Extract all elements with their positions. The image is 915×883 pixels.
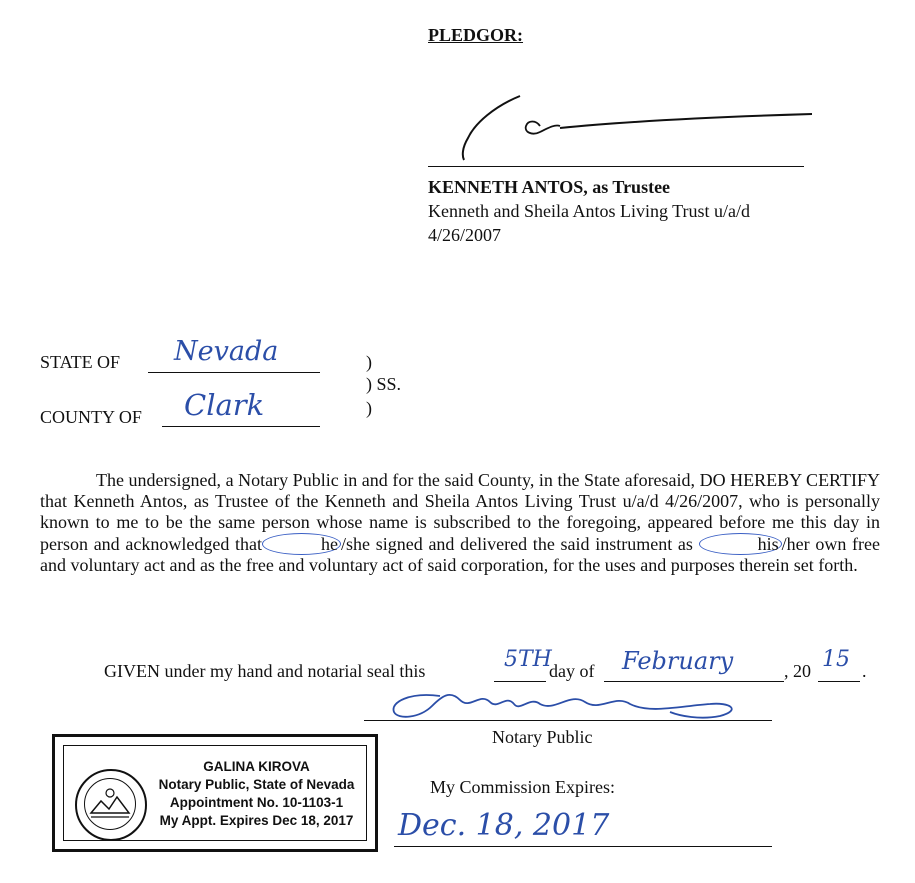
- given-month-value: February: [622, 647, 734, 675]
- stamp-name: GALINA KIROVA: [203, 759, 310, 774]
- venue-paren-3: ): [366, 398, 372, 418]
- given-text-1: GIVEN under my hand and notarial seal this: [104, 661, 426, 681]
- given-text-4: .: [862, 661, 867, 681]
- given-text-3: , 20: [784, 661, 811, 681]
- commission-field: [394, 806, 772, 847]
- commission-value: Dec. 18, 2017: [398, 808, 610, 843]
- county-field: [162, 390, 320, 427]
- given-year-field: [818, 645, 860, 682]
- circled-his: his: [699, 533, 782, 555]
- acknowledgment-text-2: /she signed and delivered the said instrument as: [341, 534, 693, 554]
- pledgor-signer-name: KENNETH ANTOS, as Trustee: [428, 177, 671, 197]
- venue-ss: ) SS.: [366, 374, 402, 394]
- notary-label: Notary Public: [492, 727, 593, 747]
- seal-emblem-icon: [85, 779, 135, 829]
- given-text-2: day of: [549, 661, 595, 681]
- stamp-expiration: My Appt. Expires Dec 18, 2017: [159, 813, 354, 828]
- state-label: STATE OF: [40, 352, 121, 372]
- acknowledgment-text-1: The undersigned, a Notary Public in and for the said County, in the State aforesaid, DO HEREBY CERTIFY that Kenneth Antos, as Trustee of the Kenneth and Sheila Antos Living Trust u/a/d 4/26/2007, who is personally known to me to be the same person whose name is subscribed to the foregoing, appeared before me this day in person and acknowledged that: [40, 470, 880, 554]
- county-label: COUNTY OF: [40, 407, 142, 427]
- pledgor-signature: [440, 88, 820, 168]
- pledgor-trust-line-1: Kenneth and Sheila Antos Living Trust u/a/d: [428, 201, 750, 221]
- given-day-field: [494, 645, 552, 682]
- notary-signature-line: [364, 720, 772, 721]
- given-day-value: 5TH: [504, 647, 552, 672]
- state-seal-icon: [75, 769, 147, 841]
- acknowledgment-paragraph: [40, 470, 880, 576]
- acknowledgment-text-3: /her own free and voluntary act and as the free and voluntary act of said corporation, for the uses and purposes therein set forth.: [40, 534, 881, 575]
- stamp-appointment: Appointment No. 10-1103-1: [169, 795, 344, 810]
- given-year-value: 15: [822, 647, 850, 672]
- pledgor-signature-line: [428, 166, 804, 167]
- pledgor-heading: PLEDGOR:: [428, 25, 524, 45]
- notary-stamp: [52, 734, 378, 852]
- venue-paren-1: ): [366, 352, 372, 372]
- stamp-title: Notary Public, State of Nevada: [158, 777, 355, 792]
- county-value: Clark: [184, 388, 265, 422]
- state-field: [148, 336, 320, 373]
- pledgor-trust-line-2: 4/26/2007: [428, 225, 502, 245]
- given-month-field: [604, 645, 784, 682]
- circled-he: he: [262, 533, 341, 555]
- commission-label: My Commission Expires:: [430, 777, 616, 797]
- state-value: Nevada: [174, 336, 279, 367]
- notary-signature: [380, 682, 760, 724]
